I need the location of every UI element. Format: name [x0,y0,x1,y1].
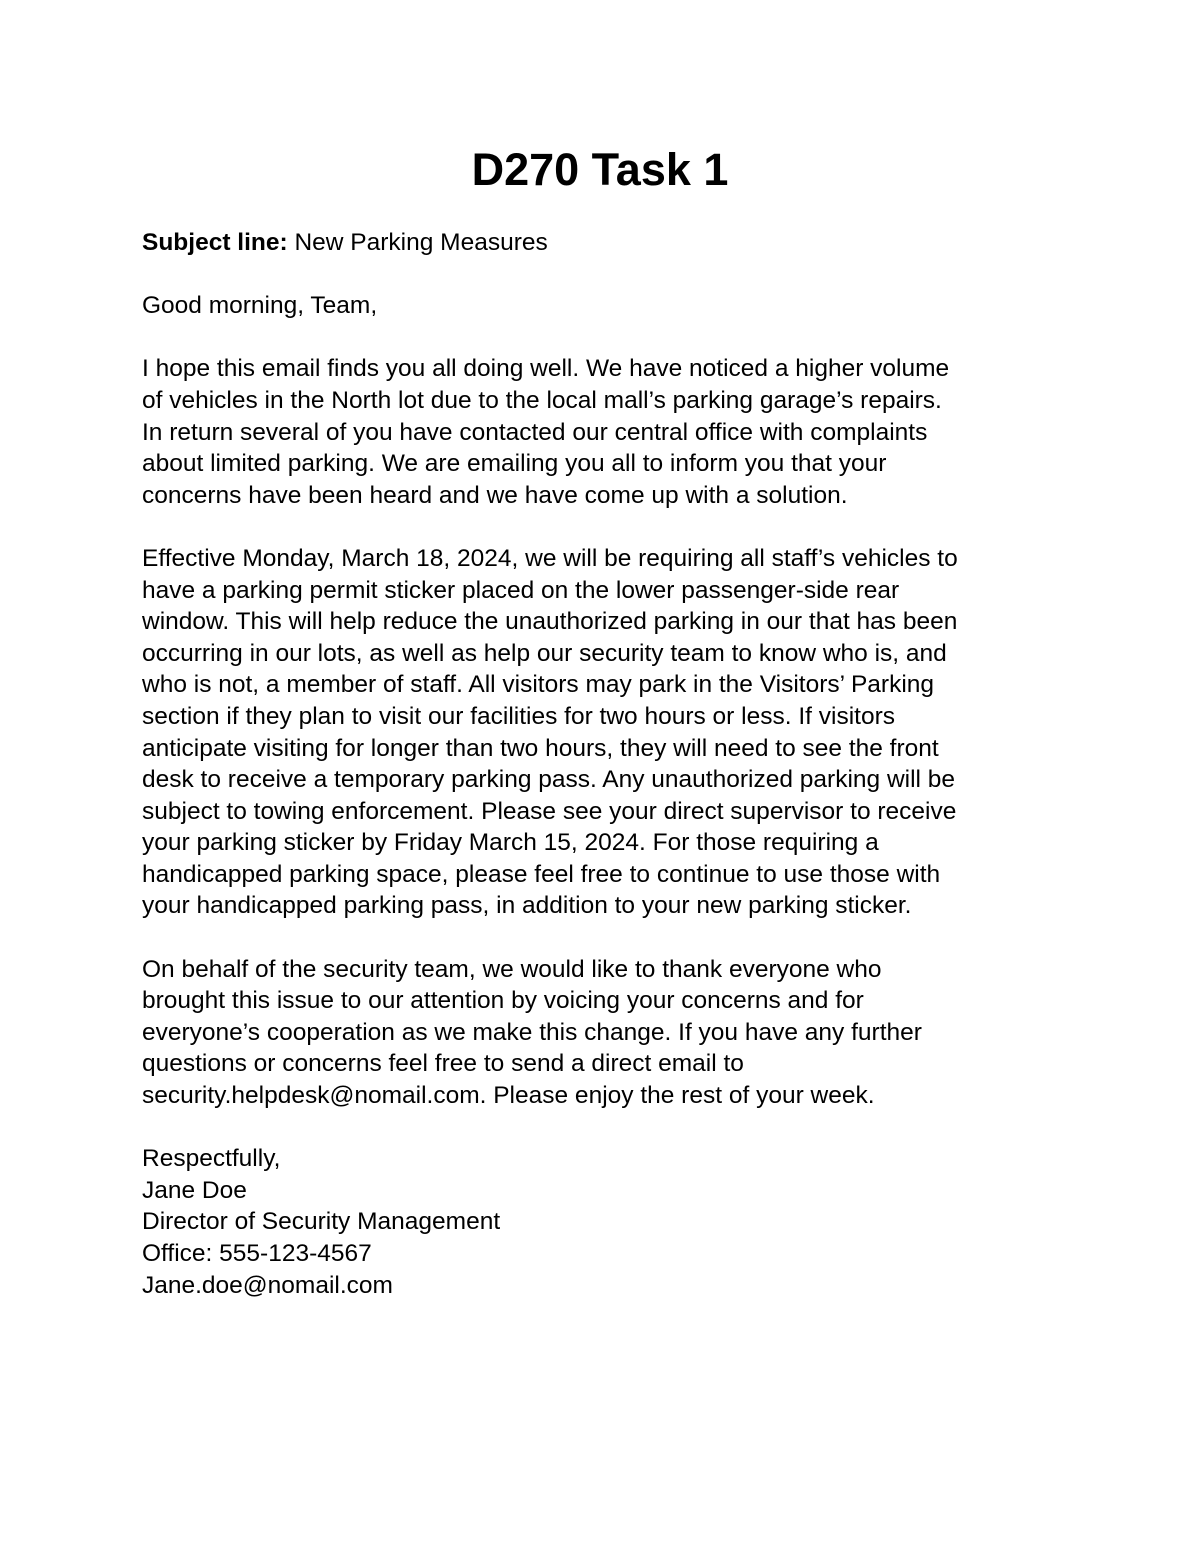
paragraph-line: On behalf of the security team, we would like to thank everyone who [142,955,882,983]
document-title: D270 Task 1 [471,144,729,195]
paragraph-line: about limited parking. We are emailing you all to inform you that your [142,450,887,478]
paragraph-line: anticipate visiting for longer than two hours, they will need to see the front [142,734,939,762]
paragraph-policy [142,543,1102,922]
signature-block [142,1143,1102,1301]
paragraph-line: your parking sticker by Friday March 15, 2024. For those requiring a [142,829,879,857]
paragraph-line: I hope this email finds you all doing well. We have noticed a higher volume [142,355,950,383]
paragraph-line: brought this issue to our attention by voicing your concerns and for [142,987,864,1015]
subject-label: Subject line: [142,229,288,256]
paragraph-line: desk to receive a temporary parking pass. Any unauthorized parking will be [142,766,956,794]
paragraph-line: of vehicles in the North lot due to the local mall’s parking garage’s repairs. [142,386,942,414]
signature-email: Jane.doe@nomail.com [142,1271,393,1299]
paragraph-line: Effective Monday, March 18, 2024, we will be requiring all staff’s vehicles to [142,544,958,572]
greeting: Good morning, Team, [142,292,378,320]
paragraph-line: handicapped parking space, please feel free to continue to use those with [142,860,941,888]
paragraph-line: everyone’s cooperation as we make this change. If you have any further [142,1018,922,1046]
paragraph-line: section if they plan to visit our facilities for two hours or less. If visitors [142,702,895,730]
signature-closing: Respectfully, [142,1145,281,1173]
email-body [142,227,1102,1301]
subject-value: New Parking Measures [294,229,548,256]
paragraph-line: have a parking permit sticker placed on the lower passenger-side rear [142,576,900,604]
paragraph-line: window. This will help reduce the unauthorized parking in our that has been [142,608,958,636]
paragraph-thanks [142,954,1102,1112]
subject-line [142,227,1102,259]
paragraph-line: occurring in our lots, as well as help our security team to know who is, and [142,639,947,667]
paragraph-line: questions or concerns feel free to send a direct email to [142,1050,744,1078]
paragraph-line: who is not, a member of staff. All visitors may park in the Visitors’ Parking [142,671,935,699]
paragraph-line: subject to towing enforcement. Please see your direct supervisor to receive [142,797,957,825]
paragraph-intro [142,353,1102,511]
signature-name: Jane Doe [142,1176,247,1204]
paragraph-line: security.helpdesk@nomail.com. Please enjoy the rest of your week. [142,1082,875,1110]
paragraph-line: concerns have been heard and we have come up with a solution. [142,481,848,509]
paragraph-line: your handicapped parking pass, in addition to your new parking sticker. [142,892,912,920]
signature-position: Director of Security Management [142,1208,501,1236]
signature-office-phone: Office: 555-123-4567 [142,1240,372,1267]
paragraph-line: In return several of you have contacted our central office with complaints [142,418,928,446]
